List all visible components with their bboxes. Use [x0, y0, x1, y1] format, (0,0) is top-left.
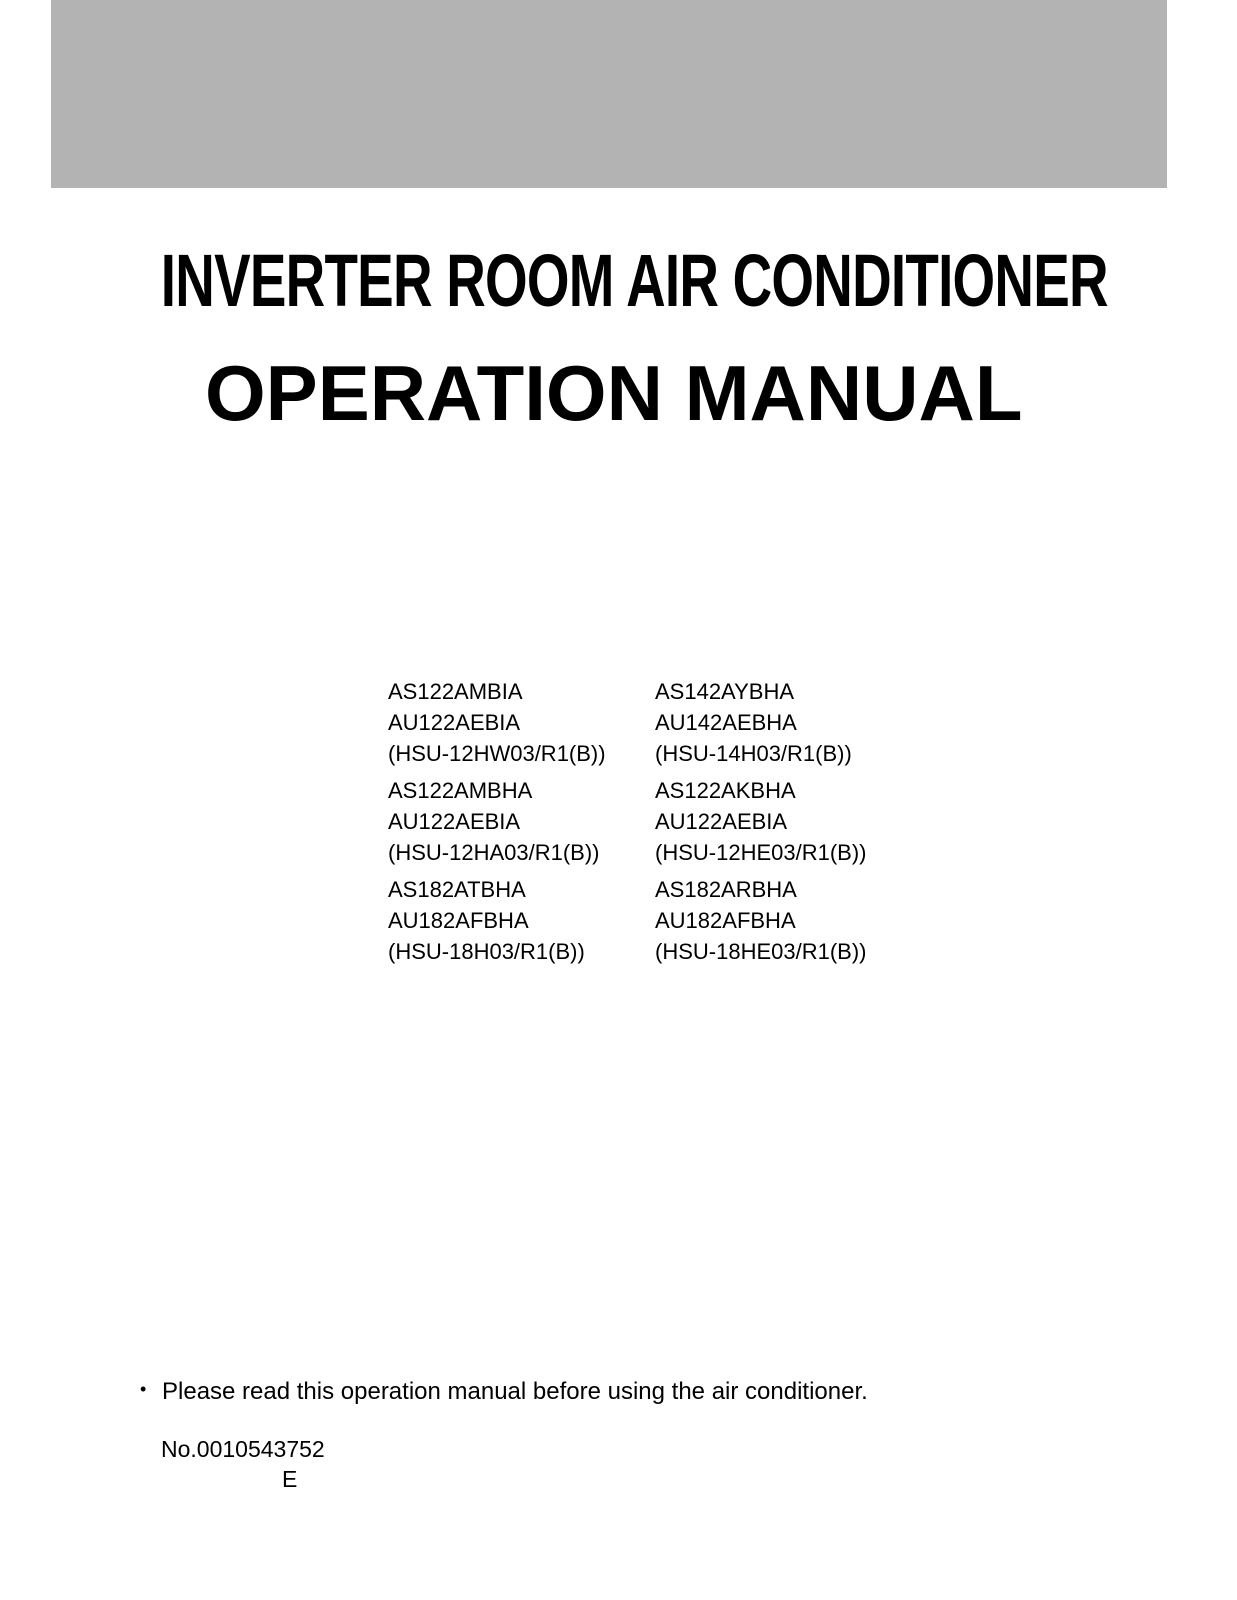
outdoor-model: AU182AFBHA [655, 908, 796, 933]
model-group [388, 775, 655, 868]
model-group [655, 775, 867, 868]
header-band [51, 0, 1167, 188]
model-group [388, 874, 655, 967]
system-model: (HSU-18HE03/R1(B)) [655, 939, 867, 964]
bullet-icon: • [140, 1379, 147, 1399]
system-model: (HSU-12HE03/R1(B)) [655, 840, 867, 865]
outdoor-model: AU142AEBHA [655, 710, 797, 735]
document-number: No.0010543752 [161, 1436, 325, 1462]
model-group [655, 874, 867, 967]
title-line1: INVERTER ROOM AIR CONDITIONER [160, 239, 1108, 322]
reading-note [140, 1373, 868, 1408]
model-row [388, 676, 948, 769]
indoor-model: AS142AYBHA [655, 679, 795, 704]
system-model: (HSU-18H03/R1(B)) [388, 939, 585, 964]
model-row [388, 874, 948, 967]
model-list [388, 676, 948, 973]
indoor-model: AS182ATBHA [388, 877, 526, 902]
title-line2: OPERATION MANUAL [205, 349, 1023, 437]
indoor-model: AS122AKBHA [655, 778, 796, 803]
outdoor-model: AU182AFBHA [388, 908, 529, 933]
outdoor-model: AU122AEBIA [388, 710, 521, 735]
note-text: Please read this operation manual before using the air conditioner. [162, 1378, 868, 1405]
system-model: (HSU-12HW03/R1(B)) [388, 741, 606, 766]
indoor-model: AS182ARBHA [655, 877, 797, 902]
indoor-model: AS122AMBHA [388, 778, 533, 803]
outdoor-model: AU122AEBIA [655, 809, 788, 834]
model-row [388, 775, 948, 868]
model-group [655, 676, 852, 769]
indoor-model: AS122AMBIA [388, 679, 523, 704]
system-model: (HSU-12HA03/R1(B)) [388, 840, 600, 865]
model-group [388, 676, 655, 769]
system-model: (HSU-14H03/R1(B)) [655, 741, 852, 766]
document-language: E [282, 1466, 298, 1492]
outdoor-model: AU122AEBIA [388, 809, 521, 834]
